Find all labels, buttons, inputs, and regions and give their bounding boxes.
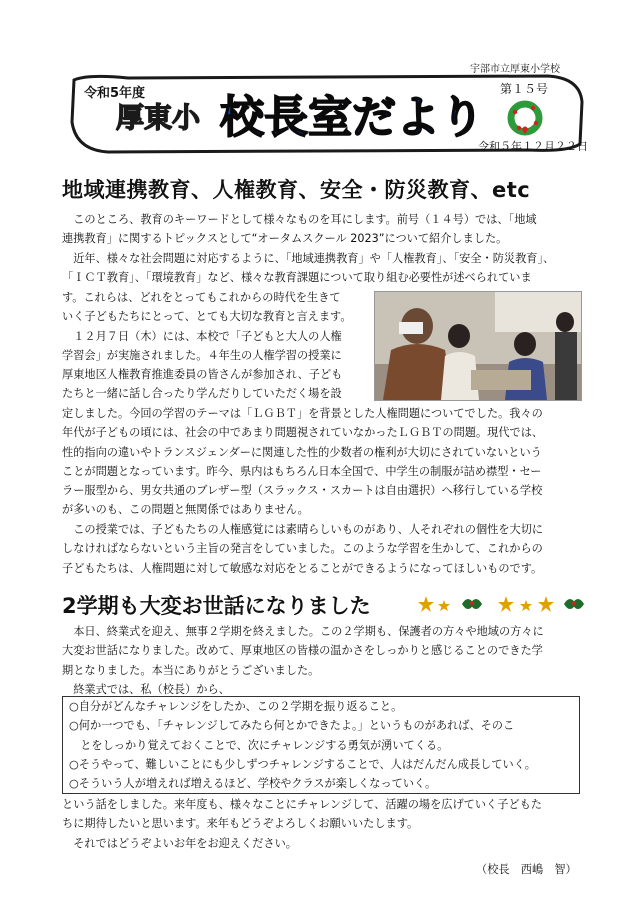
paragraph-6: 本日、終業式を迎え、無事２学期を終えました。この２学期も、保護者の方々や地域の方々に 大変お世話になりました。改めて、厚東地区の皆様の温かさをしっかりと感じることのできた学 期となりました。本当にありがとうございました。 終業式では、私（校長）から、 xyxy=(62,625,544,696)
newsletter-title xyxy=(218,86,494,142)
fiscal-year: 令和5年度 xyxy=(84,86,146,101)
decoration-stars-holly-icon xyxy=(418,592,588,616)
paragraph-3: す。これらは、どれをとってもこれからの時代を生きて いく子どもたちにとって、とても大切な教育と言えます。 １２月７日（木）には、本校で「子どもと大人の人権 学習会」が実施されました。４年生の人権学習の授業に 厚東地区人権教育推進委員の皆さんが参加され、子ども たちと一緒に話し合ったり学んだりしていただく場を設 xyxy=(62,291,352,401)
section-heading: 地域連携教育、人権教育、安全・防災教育、etc xyxy=(62,178,531,202)
paragraph-5: この授業では、子どもたちの人権感覚には素晴らしいものがあり、人それぞれの個性を大切に しなければならないという主旨の発言をしていました。このような学習を生かして、これからの 子どもたちは、人権問題に対して敏感な対応をとることができるようになってほしいものです。 xyxy=(62,523,544,575)
speech-point: とをしっかり覚えておくことで、次にチャレンジする勇気が湧いてくる。 xyxy=(69,738,449,752)
signature: （校長 西嶋 智） xyxy=(476,863,577,876)
issue-date: 令和５年１２月２２日 xyxy=(478,140,588,153)
section-heading-2: 2学期も大変お世話になりました xyxy=(62,594,371,618)
speech-point: ○そうやって、難しいことにも少しずつチャレンジすることで、人はだんだん成長していく。 xyxy=(69,757,536,771)
school-name: 宇部市立厚東小学校 xyxy=(470,64,560,75)
svg-text:厚東小: 厚東小 xyxy=(116,101,201,134)
issue-number: 第１５号 xyxy=(500,82,549,96)
paragraph-2: 近年、様々な社会問題に対応するように、「地域連携教育」や「人権教育」、「安全・防災教育」、 「ＩＣＴ教育」、「環境教育」など、様々な教育課題について取り組む必要性が述べられていま xyxy=(62,252,555,285)
classroom-photo xyxy=(374,291,582,401)
brand-logo xyxy=(112,96,220,136)
speech-point: ○何か一つでも、「チャレンジしてみたら何とかできたよ。」というものがあれば、そのこ xyxy=(69,719,515,733)
svg-text:校長室だより: 校長室だより xyxy=(220,92,484,142)
paragraph-7: という話をしました。来年度も、様々なことにチャレンジして、活躍の場を広げていく子どもた ちに期待したいと思います。来年もどうぞよろしくお願いいたします。 それではどうぞよいお年をお迎えください。 xyxy=(62,798,542,850)
speech-point: ○そういう人が増えれば増えるほど、学校やクラスが楽しくなっていく。 xyxy=(69,777,437,791)
paragraph-1: このところ、教育のキーワードとして様々なものを耳にします。前号（１４号）では、「地域 連携教育」に関するトピックスとして“オータムスクール 2023”について紹介しました。 xyxy=(62,213,537,246)
speech-points-box xyxy=(62,696,580,794)
paragraph-4: 定しました。今回の学習のテーマは「ＬＧＢＴ」を背景とした人権問題についてでした。我々の 年代が子どもの頃には、社会の中であまり問題視されていなかったＬＧＢＴの問題。現代では、 性的指向の違いやトランスジェンダーに関連した性的少数者の権利が大切にされていないという ことが問題となっています。昨今、県内はもちろん日本全国で、中学生の制服が詰め襟型・セー ラー服型から、男女共通のブレザー型（スラックス・スカートは自由選択）へ移行している学校 が多いのも、この問題と無関係ではありません。 xyxy=(62,407,544,517)
christmas-wreath-icon xyxy=(505,98,545,138)
speech-point: ○自分がどんなチャレンジをしたか、この２学期を振り返ること。 xyxy=(69,700,403,713)
